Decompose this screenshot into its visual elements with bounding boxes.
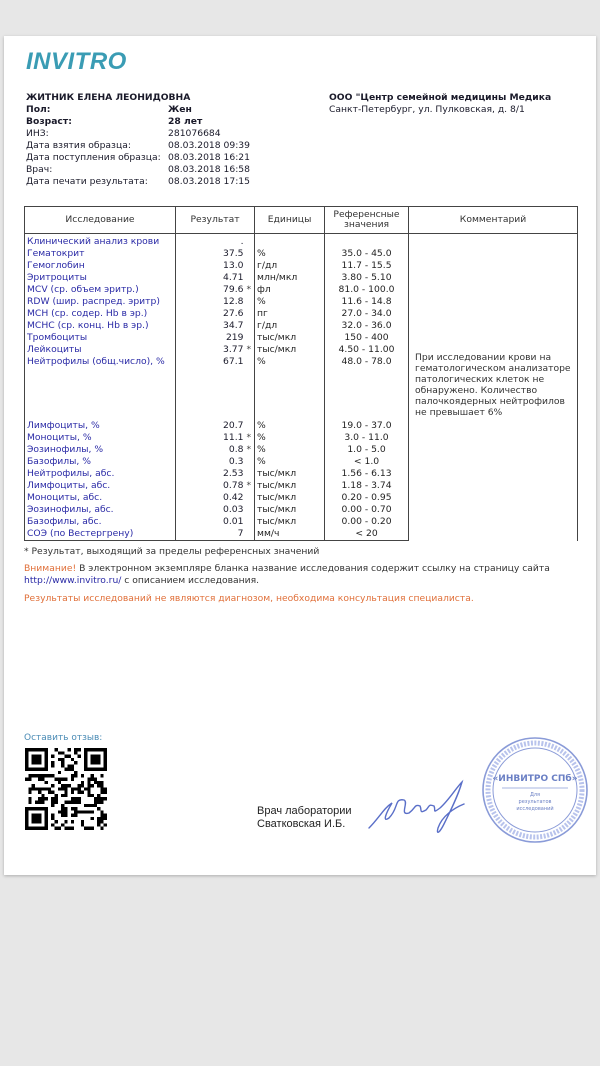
reference-range: 1.56 - 6.13 [325, 468, 409, 480]
reference-range: 0.20 - 0.95 [325, 492, 409, 504]
out-of-range-flag [244, 248, 255, 260]
result-unit: % [255, 456, 325, 468]
out-of-range-flag [244, 260, 255, 272]
result-unit: % [255, 248, 325, 260]
result-value: 0.78 [176, 480, 244, 492]
result-value: . [176, 234, 244, 249]
reference-range: < 1.0 [325, 456, 409, 468]
lab-stamp [480, 736, 590, 844]
out-of-range-flag [244, 456, 255, 468]
comment-cell [409, 234, 578, 541]
reference-range: 4.50 - 11.00 [325, 344, 409, 356]
result-value: 0.42 [176, 492, 244, 504]
invitro-logo: INVITRO [26, 48, 127, 75]
result-value: 67.1 [176, 356, 244, 420]
reference-range [325, 234, 409, 249]
stamp-sub2: результатов [518, 799, 552, 805]
result-value: 0.03 [176, 504, 244, 516]
result-value: 13.0 [176, 260, 244, 272]
doctor-title: Врач лаборатории [257, 805, 352, 817]
result-value: 37.5 [176, 248, 244, 260]
reference-range: 11.6 - 14.8 [325, 296, 409, 308]
result-unit: пг [255, 308, 325, 320]
patient-info [26, 92, 250, 188]
reference-range: 11.7 - 15.5 [325, 260, 409, 272]
out-of-range-flag [244, 516, 255, 528]
field-value: 08.03.2018 17:15 [168, 176, 251, 187]
test-name: Гематокрит [25, 248, 176, 260]
reference-range: 150 - 400 [325, 332, 409, 344]
out-of-range-flag [244, 272, 255, 284]
result-value: 79.6 [176, 284, 244, 296]
test-name: Нейтрофилы, абс. [25, 468, 176, 480]
results-table [24, 206, 578, 541]
field-value: 08.03.2018 09:39 [168, 140, 251, 151]
result-value: 34.7 [176, 320, 244, 332]
reference-range: 1.0 - 5.0 [325, 444, 409, 456]
result-unit: тыс/мкл [255, 480, 325, 492]
test-name: Эозинофилы, абс. [25, 504, 176, 516]
reference-range: < 20 [325, 528, 409, 541]
test-name: MCV (ср. объем эритр.) [25, 284, 176, 296]
reference-range: 19.0 - 37.0 [325, 420, 409, 432]
reference-range: 3.0 - 11.0 [325, 432, 409, 444]
reference-range: 1.18 - 3.74 [325, 480, 409, 492]
result-unit: г/дл [255, 320, 325, 332]
result-value: 0.8 [176, 444, 244, 456]
test-name: Базофилы, абс. [25, 516, 176, 528]
field-label: Дата печати результата: [26, 176, 148, 187]
field-label: Дата поступления образца: [26, 152, 161, 163]
result-unit: тыс/мкл [255, 332, 325, 344]
field-label: Пол: [26, 104, 51, 115]
test-name: Эритроциты [25, 272, 176, 284]
stamp-sub1: Для [529, 792, 541, 798]
out-of-range-flag: * [244, 480, 255, 492]
notes [24, 546, 550, 605]
test-name: Клинический анализ крови [25, 234, 176, 249]
out-of-range-flag [244, 528, 255, 541]
field-value: 28 лет [168, 116, 203, 127]
comment-text: При исследовании крови на гематологическом анализаторе патологических клеток не обнаружено. Количество палочкоядерных нейтрофилов не превышает 6% [415, 352, 571, 418]
out-of-range-flag [244, 332, 255, 344]
stamp-sub3: исследований [516, 806, 554, 812]
test-name: Нейтрофилы (общ.число), % [25, 356, 176, 420]
result-unit: % [255, 296, 325, 308]
result-value: 27.6 [176, 308, 244, 320]
link-suffix: с описанием исследования. [121, 575, 260, 586]
test-name: MCHC (ср. конц. Hb в эр.) [25, 320, 176, 332]
out-of-range-flag [244, 356, 255, 420]
qr-code-icon[interactable] [25, 748, 107, 830]
reference-range: 0.00 - 0.20 [325, 516, 409, 528]
result-unit: % [255, 444, 325, 456]
result-value: 11.1 [176, 432, 244, 444]
doctor-signature-block [257, 805, 352, 831]
out-of-range-flag [244, 320, 255, 332]
out-of-range-flag [244, 308, 255, 320]
patient-field [26, 176, 250, 188]
table-row [25, 234, 578, 249]
out-of-range-footnote: * Результат, выходящий за пределы референсных значений [24, 546, 320, 557]
patient-field [26, 140, 250, 152]
stamp-title: «ИНВИТРО СПб» [492, 774, 578, 784]
patient-field [26, 104, 250, 116]
feedback-label: Оставить отзыв: [24, 733, 103, 743]
result-unit: тыс/мкл [255, 468, 325, 480]
field-value: 281076684 [168, 128, 221, 139]
test-name: Тромбоциты [25, 332, 176, 344]
result-value: 4.71 [176, 272, 244, 284]
result-unit: тыс/мкл [255, 344, 325, 356]
test-name: Лимфоциты, абс. [25, 480, 176, 492]
result-unit: тыс/мкл [255, 492, 325, 504]
patient-name: ЖИТНИК ЕЛЕНА ЛЕОНИДОВНА [26, 92, 191, 103]
test-name: Моноциты, абс. [25, 492, 176, 504]
out-of-range-flag [244, 504, 255, 516]
result-unit: % [255, 356, 325, 420]
attention-link-line [24, 575, 550, 587]
result-value: 0.3 [176, 456, 244, 468]
test-name: Гемоглобин [25, 260, 176, 272]
invitro-link[interactable]: http://www.invitro.ru/ [24, 575, 122, 586]
out-of-range-flag [244, 468, 255, 480]
patient-field [26, 164, 250, 176]
patient-field [26, 152, 250, 164]
handwritten-signature-icon [364, 778, 474, 838]
table-header [25, 207, 578, 234]
header-units: Единицы [255, 207, 325, 234]
test-name: Эозинофилы, % [25, 444, 176, 456]
organization-info [329, 92, 551, 116]
organization-name: ООО "Центр семейной медицины Медика [329, 92, 552, 103]
field-label: Врач: [26, 164, 53, 175]
attention-text: В электронном экземпляре бланка название исследования содержит ссылку на страницу сайта [76, 563, 550, 574]
result-unit: мм/ч [255, 528, 325, 541]
field-label: Дата взятия образца: [26, 140, 131, 151]
test-name: Лейкоциты [25, 344, 176, 356]
result-value: 3.77 [176, 344, 244, 356]
field-value: 08.03.2018 16:58 [168, 164, 251, 175]
reference-range: 27.0 - 34.0 [325, 308, 409, 320]
out-of-range-flag [244, 492, 255, 504]
test-name: RDW (шир. распред. эритр) [25, 296, 176, 308]
test-name: Лимфоциты, % [25, 420, 176, 432]
test-name: Базофилы, % [25, 456, 176, 468]
reference-range: 3.80 - 5.10 [325, 272, 409, 284]
result-unit: млн/мкл [255, 272, 325, 284]
test-name: СОЭ (по Вестергрену) [25, 528, 176, 541]
out-of-range-flag [244, 234, 255, 249]
header-reference: Референсные значения [325, 207, 409, 234]
result-value: 2.53 [176, 468, 244, 480]
attention-label: Внимание! [24, 563, 77, 574]
result-value: 219 [176, 332, 244, 344]
patient-field [26, 128, 250, 140]
patient-field [26, 116, 250, 128]
reference-range: 48.0 - 78.0 [325, 356, 409, 420]
reference-range: 0.00 - 0.70 [325, 504, 409, 516]
field-label: ИНЗ: [26, 128, 49, 139]
report-page [4, 36, 596, 875]
result-value: 20.7 [176, 420, 244, 432]
stamp-circle-icon [480, 736, 590, 844]
out-of-range-flag [244, 296, 255, 308]
test-name: Моноциты, % [25, 432, 176, 444]
result-unit: тыс/мкл [255, 516, 325, 528]
reference-range: 32.0 - 36.0 [325, 320, 409, 332]
header-result: Результат [176, 207, 255, 234]
result-unit [255, 234, 325, 249]
out-of-range-flag [244, 420, 255, 432]
field-value: 08.03.2018 16:21 [168, 152, 251, 163]
test-name: MCH (ср. содер. Hb в эр.) [25, 308, 176, 320]
result-value: 0.01 [176, 516, 244, 528]
field-value: Жен [168, 104, 192, 115]
reference-range: 35.0 - 45.0 [325, 248, 409, 260]
result-unit: фл [255, 284, 325, 296]
doctor-name: Сватковская И.Б. [257, 818, 346, 830]
header-study: Исследование [25, 207, 176, 234]
result-unit: тыс/мкл [255, 504, 325, 516]
out-of-range-flag: * [244, 284, 255, 296]
result-value: 12.8 [176, 296, 244, 308]
out-of-range-flag: * [244, 444, 255, 456]
result-value: 7 [176, 528, 244, 541]
reference-range: 81.0 - 100.0 [325, 284, 409, 296]
attention-note [24, 563, 550, 575]
result-unit: % [255, 420, 325, 432]
result-unit: г/дл [255, 260, 325, 272]
field-label: Возраст: [26, 116, 72, 127]
header-comment: Комментарий [409, 207, 578, 234]
out-of-range-flag: * [244, 344, 255, 356]
result-unit: % [255, 432, 325, 444]
disclaimer: Результаты исследований не являются диагнозом, необходима консультация специалиста. [24, 593, 474, 604]
organization-address: Санкт-Петербург, ул. Пулковская, д. 8/1 [329, 104, 525, 115]
out-of-range-flag: * [244, 432, 255, 444]
